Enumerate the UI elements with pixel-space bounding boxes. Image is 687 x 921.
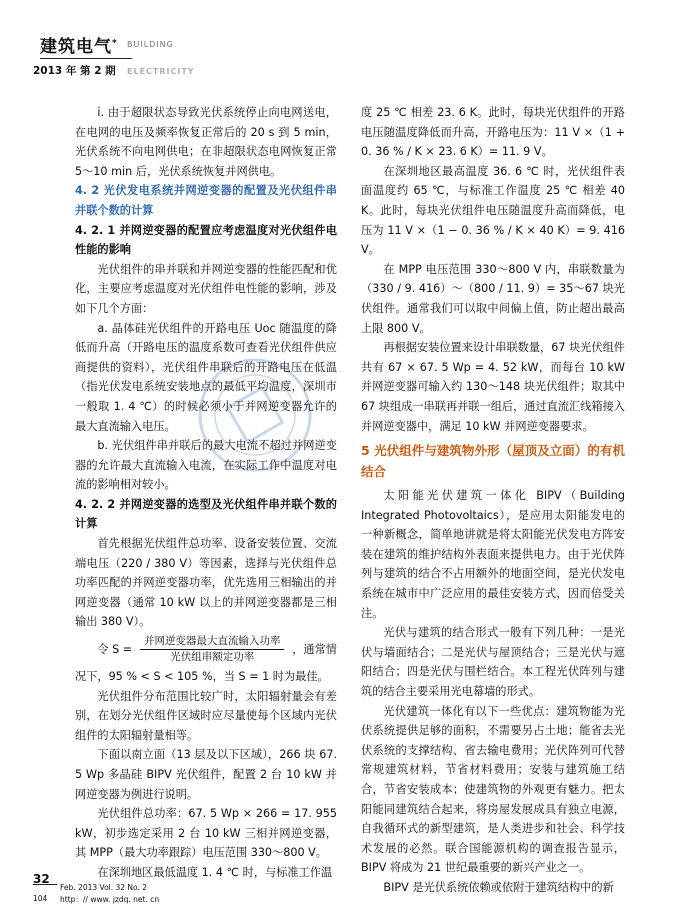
paragraph: 再根据安装位置来设计串联数量，67 块光伏组件共有 67 × 67. 5 Wp = 4. 52 kW，而每台 10 kW 并网逆变器可输入约 130～148 块光伏组件；取其中 67 块组成一串联再并联一组后，通过直流汇线箱接入并网逆变器中，满足 10 kW 并网逆变器要求。	[361, 341, 625, 433]
header-rule	[40, 58, 132, 59]
section-heading-5: 5 光伏组件与建筑物外形（屋顶及立面）的有机结合	[361, 443, 625, 480]
section-heading-4-2: 4. 2 光伏发电系统并网逆变器的配置及光伏组件串并联个数的计算	[75, 184, 337, 217]
formula-tail: ，通常情	[292, 642, 337, 656]
paragraph: 光伏建筑一体化有以下一些优点：建筑物能为光伏系统提供足够的面积，不需要另占土地；能省去光伏系统的支撑结构、省去输电费用；光伏阵列可代替常规建筑材料，节省材料费用；安装与建筑施工结合，节省安装成本；使建筑物的外观更有魅力。把太阳能同建筑结合起来，将房屋发展成具有独立电源，自我循环式的新型建筑，是人类进步和社会、科学技术发展的必然。联合国能源机构的调查报告显示，BIPV 将成为 21 世纪最重要的新兴产业之一。	[361, 704, 625, 875]
journal-en-line2: ELECTRICITY	[127, 67, 195, 76]
right-column	[361, 103, 625, 898]
formula-fraction	[140, 634, 285, 665]
paragraph: BIPV 是光伏系统依赖或依附于建筑结构中的新	[383, 880, 614, 894]
paragraph: 光伏组件的串并联和并网逆变器的性能匹配和优化，主要应考虑温度对光伏组件电性能的影响，涉及如下几个方面：	[75, 262, 337, 315]
paragraph: 度 25 ℃ 相差 23. 6 K。此时，每块光伏组件的开路电压随温度降低而升高，开路电压为：11 V ×（1 + 0. 36 % / K × 23. 6 K）= 11. 9 V。	[361, 106, 625, 159]
footer-rule	[33, 884, 57, 885]
subsection-heading-4-2-1: 4. 2. 1 并网逆变器的配置应考虑温度对光伏组件电性能的影响	[75, 223, 337, 257]
paragraph: b. 光伏组件串并联后的最大电流不超过并网逆变器的允许最大直流输入电流，在实际工作中温度对电流的影响相对较小。	[75, 439, 337, 492]
footer-page-alt: 104	[33, 894, 48, 903]
subsection-heading-4-2-2: 4. 2. 2 并网逆变器的选型及光伏组件串并联个数的计算	[75, 497, 337, 531]
paragraph: a. 晶体硅光伏组件的开路电压 Uoc 随温度的降低而升高（开路电压的温度系数可查看光伏组件供应商提供的资料），光伏组件串联后的开路电压在低温（指光伏发电系统安装地点的最低平均温度，深圳市一般取 1. 4 ℃）的时候必须小于并网逆变器允许的最大直流输入电压。	[75, 321, 337, 433]
paragraph: 光伏组件分布范围比较广时，太阳辐射量会有差别，在划分光伏组件区域时应尽量使每个区域内光伏组件的太阳辐射量相等。	[75, 689, 337, 742]
left-column	[75, 103, 337, 883]
paragraph: 在深圳地区最高温度 36. 6 ℃ 时，光伏组件表面温度约 65 ℃，与标准工作温度 25 ℃ 相差 40 K。此时，每块光伏组件电压随温度升高而降低，电压为 11 V ×（1 − 0. 36 % / K × 40 K）= 9. 416 V。	[361, 164, 625, 257]
paragraph: i. 由于超限状态导致光伏系统停止向电网送电，在电网的电压及频率恢复正常后的 20 s 到 5 min，光伏系统不向电网供电；在非超限状态电网恢复正常 5～10 min 后，光伏系统恢复并网供电。	[75, 106, 337, 178]
paragraph: 光伏与建筑的结合形式一般有下列几种：一是光伏与墙面结合；二是光伏与屋顶结合；三是光伏与遮阳结合；四是光伏与围栏结合。本工程光伏阵列与建筑的结合主要采用光电幕墙的形式。	[361, 626, 625, 699]
journal-en-line1: BUILDING	[127, 40, 174, 49]
issue-number: 2013 年 第 2 期	[33, 65, 116, 77]
formula-numerator: 并网逆变器最大直流输入功率	[140, 634, 285, 650]
journal-title: 建筑电气*	[40, 37, 118, 57]
paragraph: 在深圳地区最低温度 1. 4 ℃ 时，与标准工作温	[97, 865, 333, 879]
paragraph: 下面以南立面（13 层及以下区域），266 块 67. 5 Wp 多晶硅 BIPV 光伏组件，配置 2 台 10 kW 并网逆变器为例进行说明。	[75, 748, 337, 801]
footer-issue: Feb. 2013 Vol. 32 No. 2	[60, 883, 148, 892]
footer-url[interactable]: http：// www. jzdq. net. cn	[60, 895, 160, 904]
paragraph: 太阳能光伏建筑一体化 BIPV（Building Integrated Photovoltaics），是应用太阳能发电的一种新概念，简单地讲就是将太阳能光伏发电方阵安装在建筑的维护结构外表面来提供电力。由于光伏阵列与建筑的结合不占用额外的地面空间，是光伏发电系统在城市中广泛应用的最佳安装方式，因而倍受关注。	[361, 489, 625, 620]
formula-s	[75, 634, 337, 665]
paragraph: 况下，95 % < S < 105 %，当 S = 1 时为最佳。	[75, 670, 329, 684]
paragraph: 光伏组件总功率：67. 5 Wp × 266 = 17. 955 kW，初步选定采用 2 台 10 kW 三相并网逆变器，其 MPP（最大功率跟踪）电压范围 330～800 V。	[75, 807, 337, 860]
paragraph: 在 MPP 电压范围 330～800 V 内，串联数量为（330 / 9. 416）～（800 / 11. 9）= 35～67 块光伏组件。通常我们可以取中间偏上值，防止超出最高上限 800 V。	[361, 262, 625, 335]
formula-lead: 令 S =	[97, 642, 133, 656]
formula-denominator: 光伏组串额定功率	[170, 651, 255, 664]
page-number: 32	[33, 872, 50, 886]
paragraph: 首先根据光伏组件总功率、设备安装位置、交流端电压（220 / 380 V）等因素，选择与光伏组件总功率匹配的并网逆变器功率，优先选用三相输出的并网逆变器（通常 10 kW 以上的并网逆变器都是三相输出 380 V）。	[75, 537, 337, 629]
